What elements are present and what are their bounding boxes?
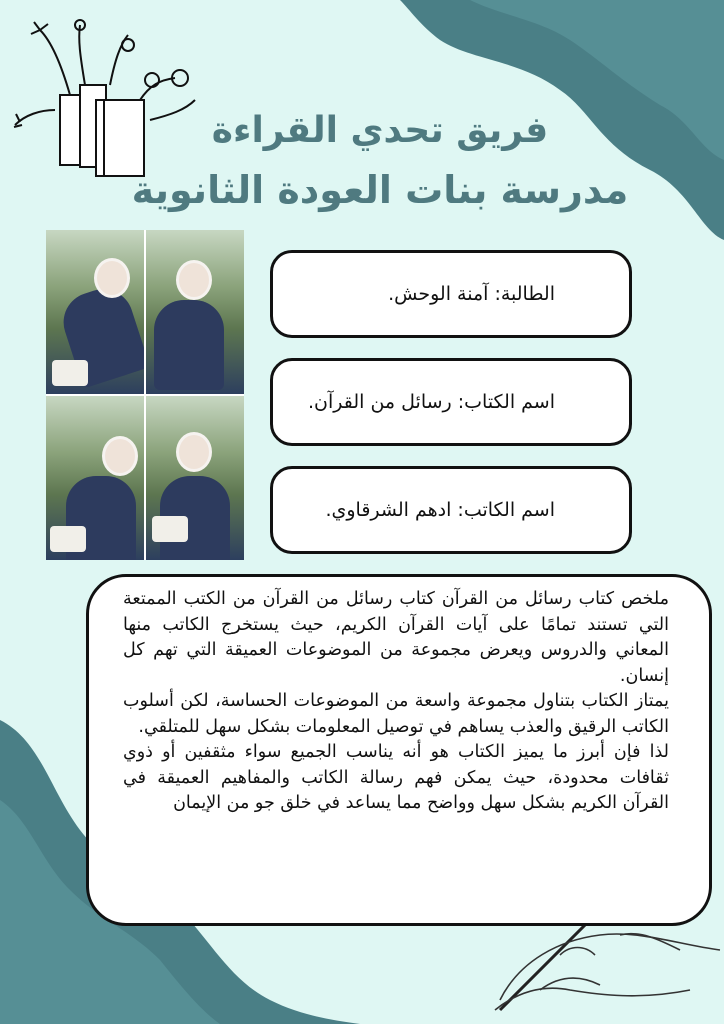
photo-tile	[146, 396, 244, 560]
book-title-text: اسم الكتاب: رسائل من القرآن.	[307, 391, 555, 413]
summary-paragraph: لذا فإن أبرز ما يميز الكتاب هو أنه يناسب الجميع سواء مثقفين أو ذوي ثقافات محدودة، حيث يمكن فهم رسالة الكاتب والمفاهيم العميقة في القرآن الكريم بشكل سهل وواضح مما يساعد في خلق جو من الإيمان	[123, 742, 669, 813]
team-name-title: فريق تحدي القراءة	[211, 110, 549, 151]
photo-tile	[146, 230, 244, 394]
author-name-text: اسم الكاتب: ادهم الشرقاوي.	[325, 499, 555, 521]
author-name-box	[270, 466, 632, 554]
photo-tile	[46, 396, 144, 560]
book-summary-box	[86, 574, 712, 926]
student-name-box	[270, 250, 632, 338]
school-name-title: مدرسة بنات العودة الثانوية	[131, 168, 629, 212]
books-flowers-icon	[14, 20, 195, 176]
student-photo-collage	[46, 230, 244, 560]
book-title-box	[270, 358, 632, 446]
summary-paragraph: ملخص كتاب رسائل من القرآن كتاب رسائل من القرآن من الكتب الممتعة التي تستند تمامًا على آيات القرآن الكريم، حيث يستخرج الكاتب منها المعاني والدروس ويعرض مجموعة من الموضوعات العميقة التي تهم كل إنسان.	[123, 589, 669, 686]
photo-tile	[46, 230, 144, 394]
student-name-text: الطالبة: آمنة الوحش.	[388, 283, 555, 305]
summary-paragraph: يمتاز الكتاب بتناول مجموعة واسعة من الموضوعات الحساسة، لكن أسلوب الكاتب الرقيق والعذب يساهم في توصيل المعلومات بشكل سهل للمتلقي.	[123, 691, 669, 737]
